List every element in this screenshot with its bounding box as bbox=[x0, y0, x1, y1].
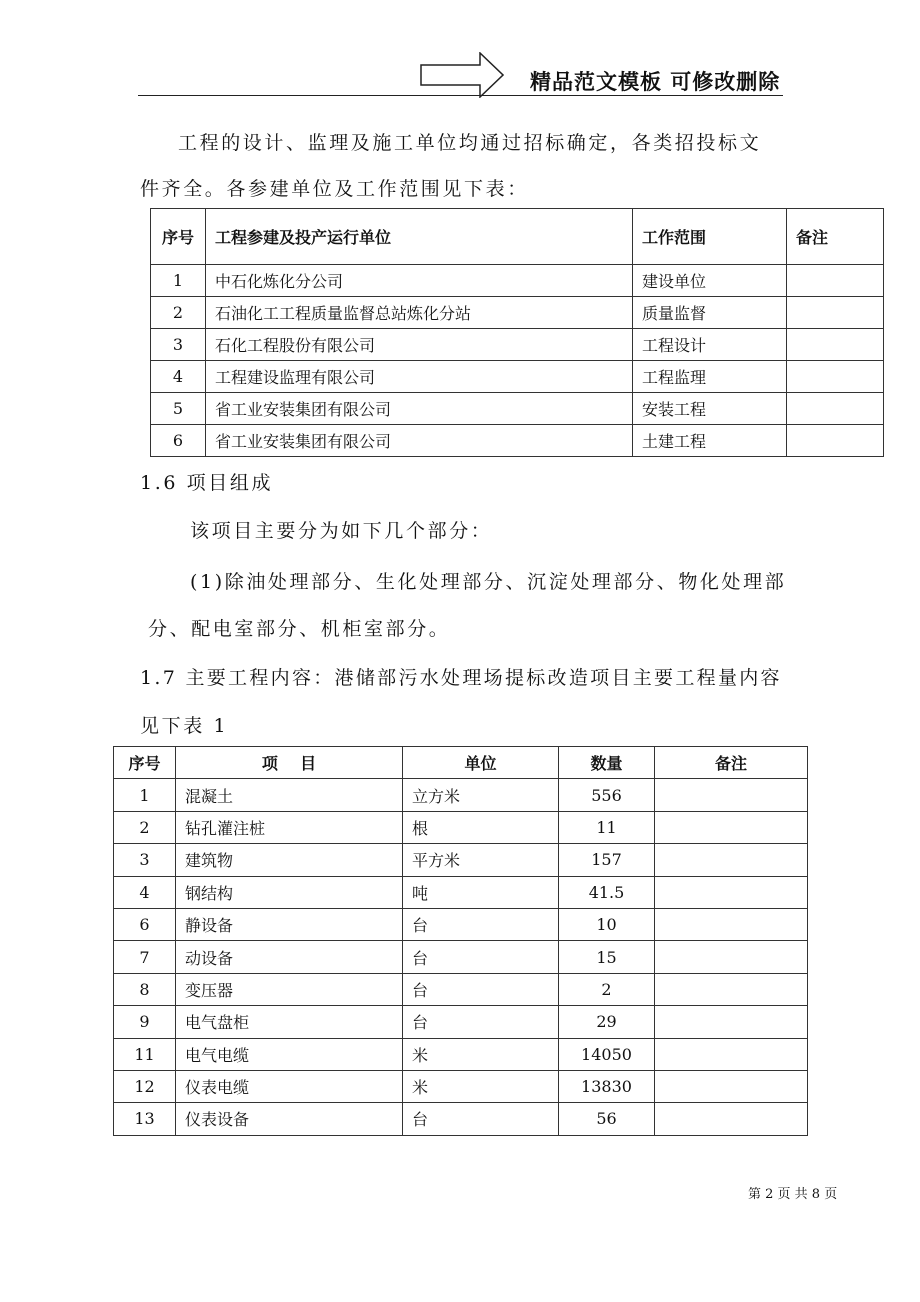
table-cell bbox=[655, 908, 808, 940]
table-cell bbox=[655, 941, 808, 973]
table-cell bbox=[655, 1070, 808, 1102]
table-cell bbox=[787, 265, 884, 297]
table-cell: 台 bbox=[403, 908, 559, 940]
table-cell: 钻孔灌注桩 bbox=[176, 811, 403, 843]
section-heading-1-7-continued: 见下表 1 bbox=[140, 715, 229, 737]
table-cell: 中石化炼化分公司 bbox=[206, 265, 633, 297]
table-row bbox=[151, 329, 884, 361]
table-cell: 4 bbox=[114, 876, 176, 908]
table-cell: 56 bbox=[559, 1103, 655, 1135]
table-cell: 12 bbox=[114, 1070, 176, 1102]
table-cell: 157 bbox=[559, 844, 655, 876]
header-title: 精品范文模板 可修改删除 bbox=[530, 70, 781, 94]
table-cell: 41.5 bbox=[559, 876, 655, 908]
table-cell: 台 bbox=[403, 1006, 559, 1038]
table-cell bbox=[655, 1006, 808, 1038]
table-row bbox=[114, 844, 808, 876]
table-cell bbox=[655, 876, 808, 908]
table-cell: 电气电缆 bbox=[176, 1038, 403, 1070]
table-cell: 仪表电缆 bbox=[176, 1070, 403, 1102]
table-cell: 工程建设监理有限公司 bbox=[206, 361, 633, 393]
table-row bbox=[114, 811, 808, 843]
table-cell: 14050 bbox=[559, 1038, 655, 1070]
table-row bbox=[114, 1103, 808, 1135]
table-cell: 米 bbox=[403, 1070, 559, 1102]
table-cell: 11 bbox=[559, 811, 655, 843]
column-header: 序号 bbox=[151, 209, 206, 265]
table-cell: 13 bbox=[114, 1103, 176, 1135]
table-cell: 混凝土 bbox=[176, 779, 403, 811]
paragraph-1-line-2: 件齐全。各参建单位及工作范围见下表： bbox=[140, 178, 529, 200]
table-cell: 电气盘柜 bbox=[176, 1006, 403, 1038]
table-cell: 台 bbox=[403, 1103, 559, 1135]
participant-units-table bbox=[150, 208, 884, 457]
table-header-row bbox=[151, 209, 884, 265]
section-heading-1-6: 1.6 项目组成 bbox=[140, 472, 274, 494]
table-cell: 平方米 bbox=[403, 844, 559, 876]
table-cell: 静设备 bbox=[176, 908, 403, 940]
paragraph-2: 该项目主要分为如下几个部分： bbox=[190, 520, 493, 542]
table-cell: 8 bbox=[114, 973, 176, 1005]
table-row bbox=[114, 1038, 808, 1070]
table-cell: 13830 bbox=[559, 1070, 655, 1102]
table-row bbox=[114, 973, 808, 1005]
table-cell: 9 bbox=[114, 1006, 176, 1038]
column-header: 序号 bbox=[114, 747, 176, 779]
table-cell: 建设单位 bbox=[633, 265, 787, 297]
table-cell: 556 bbox=[559, 779, 655, 811]
table-cell bbox=[787, 425, 884, 457]
table-cell: 仪表设备 bbox=[176, 1103, 403, 1135]
table-cell bbox=[787, 361, 884, 393]
table-cell: 1 bbox=[114, 779, 176, 811]
table-cell: 台 bbox=[403, 973, 559, 1005]
table-row bbox=[151, 393, 884, 425]
table-cell: 1 bbox=[151, 265, 206, 297]
table-row bbox=[114, 876, 808, 908]
table-cell bbox=[655, 1038, 808, 1070]
table-cell: 工程监理 bbox=[633, 361, 787, 393]
table-cell bbox=[787, 393, 884, 425]
table-cell: 根 bbox=[403, 811, 559, 843]
table-row bbox=[114, 941, 808, 973]
table-cell: 2 bbox=[559, 973, 655, 1005]
table-cell: 6 bbox=[114, 908, 176, 940]
table-cell: 变压器 bbox=[176, 973, 403, 1005]
table-header-row bbox=[114, 747, 808, 779]
column-header: 工程参建及投产运行单位 bbox=[206, 209, 633, 265]
column-header: 备注 bbox=[787, 209, 884, 265]
arrow-right-icon bbox=[420, 52, 504, 98]
table-cell bbox=[787, 329, 884, 361]
table-cell: 5 bbox=[151, 393, 206, 425]
column-header: 项 目 bbox=[176, 747, 403, 779]
table-cell: 建筑物 bbox=[176, 844, 403, 876]
table-cell: 动设备 bbox=[176, 941, 403, 973]
table-row bbox=[151, 297, 884, 329]
table-cell: 3 bbox=[114, 844, 176, 876]
table-cell: 2 bbox=[114, 811, 176, 843]
table-row bbox=[151, 265, 884, 297]
column-header: 备注 bbox=[655, 747, 808, 779]
column-header: 工作范围 bbox=[633, 209, 787, 265]
table-cell: 米 bbox=[403, 1038, 559, 1070]
table-cell bbox=[655, 1103, 808, 1135]
column-header: 单位 bbox=[403, 747, 559, 779]
paragraph-3-line-2: 分、配电室部分、机柜室部分。 bbox=[148, 618, 451, 640]
table-cell: 4 bbox=[151, 361, 206, 393]
table-cell: 钢结构 bbox=[176, 876, 403, 908]
work-quantity-table bbox=[113, 746, 808, 1136]
table-cell bbox=[655, 973, 808, 1005]
header-divider bbox=[138, 95, 783, 96]
table-cell: 11 bbox=[114, 1038, 176, 1070]
table-cell: 7 bbox=[114, 941, 176, 973]
table-cell: 6 bbox=[151, 425, 206, 457]
table-row bbox=[114, 1070, 808, 1102]
table-cell: 石油化工工程质量监督总站炼化分站 bbox=[206, 297, 633, 329]
table-cell: 15 bbox=[559, 941, 655, 973]
table-row bbox=[114, 908, 808, 940]
table-cell: 质量监督 bbox=[633, 297, 787, 329]
section-heading-1-7: 1.7 主要工程内容：港储部污水处理场提标改造项目主要工程量内容 bbox=[140, 667, 782, 689]
table-cell: 10 bbox=[559, 908, 655, 940]
page-number: 第 2 页 共 8 页 bbox=[748, 1187, 838, 1202]
table-cell: 3 bbox=[151, 329, 206, 361]
table-row bbox=[151, 361, 884, 393]
table-cell bbox=[655, 844, 808, 876]
table-cell: 土建工程 bbox=[633, 425, 787, 457]
table-cell: 安装工程 bbox=[633, 393, 787, 425]
table-cell: 吨 bbox=[403, 876, 559, 908]
table-cell: 台 bbox=[403, 941, 559, 973]
table-row bbox=[151, 425, 884, 457]
table-cell: 2 bbox=[151, 297, 206, 329]
table-row bbox=[114, 779, 808, 811]
table-cell: 立方米 bbox=[403, 779, 559, 811]
table-cell bbox=[655, 811, 808, 843]
column-header: 数量 bbox=[559, 747, 655, 779]
table-cell bbox=[655, 779, 808, 811]
table-cell: 省工业安装集团有限公司 bbox=[206, 425, 633, 457]
table-row bbox=[114, 1006, 808, 1038]
paragraph-1-line-1: 工程的设计、监理及施工单位均通过招标确定，各类招投标文 bbox=[178, 132, 762, 154]
table-cell: 29 bbox=[559, 1006, 655, 1038]
table-cell: 工程设计 bbox=[633, 329, 787, 361]
table-cell bbox=[787, 297, 884, 329]
paragraph-3-line-1: (1)除油处理部分、生化处理部分、沉淀处理部分、物化处理部 bbox=[190, 571, 787, 593]
table-cell: 石化工程股份有限公司 bbox=[206, 329, 633, 361]
table-cell: 省工业安装集团有限公司 bbox=[206, 393, 633, 425]
